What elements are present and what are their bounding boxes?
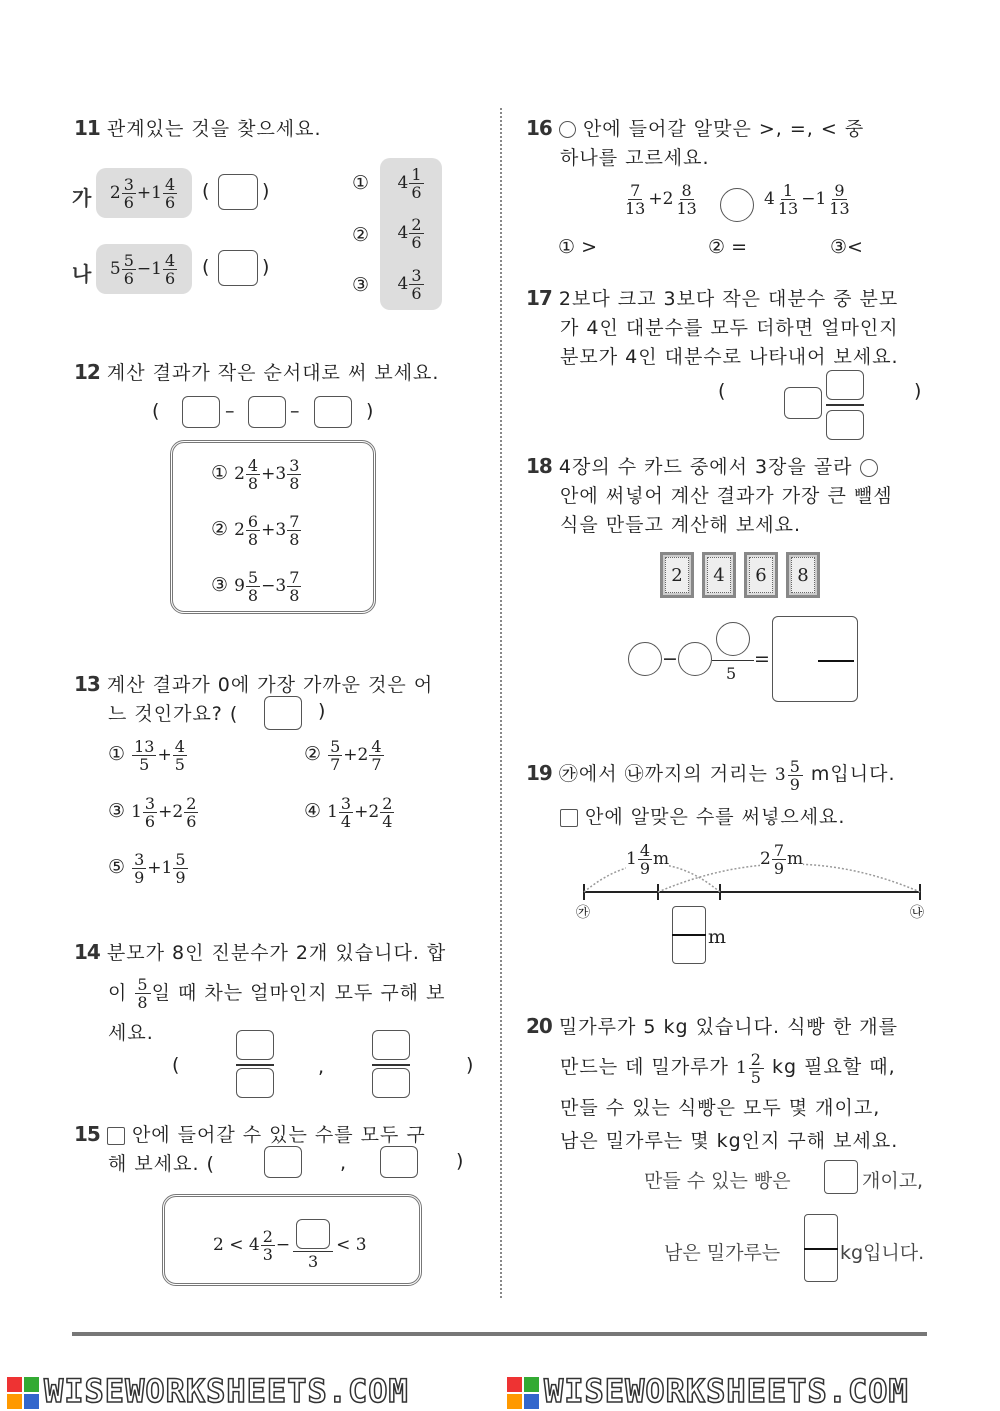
segment-2-label: 2 $\frac{7}{9}$ m bbox=[760, 841, 804, 878]
answer-1-suffix: 개이고, bbox=[862, 1170, 924, 1192]
choice-2[interactable]: ② = bbox=[708, 236, 747, 258]
question-12: 12 계산 결과가 작은 순서대로 써 보세요. bbox=[74, 360, 440, 384]
watermark-right: WISEWORKSHEETS.COM bbox=[506, 1372, 909, 1410]
result-box[interactable] bbox=[772, 616, 858, 702]
column-divider bbox=[500, 108, 502, 1298]
choice-1[interactable]: ① > bbox=[558, 236, 597, 258]
option-mark: ① bbox=[352, 172, 370, 194]
answer-2-prefix: 남은 밀가루는 bbox=[664, 1242, 781, 1264]
answer-whole[interactable] bbox=[784, 387, 822, 419]
question-13: 13 계산 결과가 0에 가장 가까운 것은 어 느 것인가요? ( bbox=[74, 672, 434, 725]
expression-ga: 2 $\frac{3}{6}$ +1 $\frac{4}{6}$ bbox=[96, 168, 192, 218]
bread-count-box[interactable] bbox=[824, 1160, 858, 1194]
answer-box[interactable] bbox=[264, 696, 302, 730]
answer-box-na[interactable] bbox=[218, 250, 258, 286]
blank-circle-2[interactable] bbox=[678, 642, 712, 676]
number-card[interactable]: 2 bbox=[660, 552, 694, 598]
number-card[interactable]: 6 bbox=[744, 552, 778, 598]
options-box: ① 2 $\frac{4}{8}$ +3 $\frac{3}{8}$ ② 2 $\frac{6}{8}$ +3 $\frac{7}{8}$ ③ 9 $\frac{5}{8}$ −3 $\frac{7}{8}$ bbox=[170, 440, 376, 614]
wise-logo-icon bbox=[506, 1376, 540, 1410]
answer-denominator[interactable] bbox=[826, 410, 864, 440]
question-20: 20 밀가루가 5 kg 있습니다. 식빵 한 개를 만드는 데 밀가루가 1 $\frac{2}{5}$ kg 필요할 때, 만들 수 있는 식빵은 모두 몇 개이고, 남은 밀가루는 몇 kg인지 구해 보세요. bbox=[526, 1014, 899, 1152]
answer-2-denominator[interactable] bbox=[372, 1068, 410, 1098]
question-16: 16 안에 들어갈 알맞은 >, =, < 중 하나를 고르세요. bbox=[526, 116, 865, 169]
watermark-left: WISEWORKSHEETS.COM bbox=[6, 1372, 409, 1410]
question-text: 관계있는 것을 찾으세요. bbox=[106, 118, 322, 140]
wise-logo-icon bbox=[6, 1376, 40, 1410]
expression-na: 5 $\frac{5}{6}$ −1 $\frac{4}{6}$ bbox=[96, 244, 192, 294]
expression-right: 4 $\frac{1}{13}$ −1 $\frac{9}{13}$ bbox=[764, 181, 850, 218]
answer-1-prefix: 만들 수 있는 빵은 bbox=[644, 1170, 791, 1192]
label-ga: 가 bbox=[72, 186, 91, 210]
question-19: 19 ㉮에서 ㉯까지의 거리는 3 $\frac{5}{9}$ m입니다. 안에 알맞은 수를 써넣으세요. bbox=[526, 757, 896, 828]
number-card[interactable]: 4 bbox=[702, 552, 736, 598]
expression-left: $\frac{7}{13}$ +2 $\frac{8}{13}$ bbox=[625, 181, 697, 218]
number-card[interactable]: 8 bbox=[786, 552, 820, 598]
options-column: 4 $\frac{1}{6}$ 4 $\frac{2}{6}$ 4 $\frac{3}{6}$ bbox=[380, 158, 442, 310]
inequality-box: 2 < 4 $\frac{2}{3}$ − 3 < 3 bbox=[162, 1194, 422, 1286]
answer-box-ga[interactable] bbox=[218, 174, 258, 210]
question-11 bbox=[74, 114, 322, 144]
choice-3[interactable]: ③< bbox=[830, 236, 863, 258]
question-15: 15 안에 들어갈 수 있는 수를 모두 구 해 보세요. ( bbox=[74, 1122, 426, 1175]
label-na: 나 bbox=[72, 262, 91, 286]
start-label: ㉮ bbox=[576, 905, 590, 921]
order-box-1[interactable] bbox=[182, 396, 220, 428]
answer-2-numerator[interactable] bbox=[372, 1030, 410, 1060]
compare-circle[interactable] bbox=[720, 188, 754, 222]
question-14: 14 분모가 8인 진분수가 2개 있습니다. 합 이 $\frac{5}{8}$ 일 때 차는 얼마인지 모두 구해 보 세요. bbox=[74, 940, 447, 1044]
answer-1-denominator[interactable] bbox=[236, 1068, 274, 1098]
option-mark: ② bbox=[352, 224, 370, 246]
order-box-3[interactable] bbox=[314, 396, 352, 428]
blank-circle-3[interactable] bbox=[716, 622, 750, 656]
blank-numerator[interactable] bbox=[296, 1219, 330, 1249]
answer-2-suffix: kg입니다. bbox=[840, 1242, 925, 1264]
segment-1-label: 1 $\frac{4}{9}$ m bbox=[626, 841, 670, 878]
blank-circle-1[interactable] bbox=[628, 642, 662, 676]
question-18: 18 4장의 수 카드 중에서 3장을 골라 안에 써넣어 계산 결과가 가장 큰 뺄셈 식을 만들고 계산해 보세요. bbox=[526, 454, 893, 536]
answer-1-numerator[interactable] bbox=[236, 1030, 274, 1060]
order-box-2[interactable] bbox=[248, 396, 286, 428]
question-number: 11 bbox=[74, 116, 100, 140]
question-17: 17 2보다 크고 3보다 작은 대분수 중 분모 가 4인 대분수를 모두 더하면 얼마인지 분모가 4인 대분수로 나타내어 보세요. bbox=[526, 286, 899, 368]
option-mark: ③ bbox=[352, 274, 370, 296]
answer-numerator[interactable] bbox=[826, 370, 864, 400]
answer-box-2[interactable] bbox=[380, 1146, 418, 1178]
footer-rule bbox=[72, 1332, 927, 1336]
end-label: ㉯ bbox=[910, 905, 924, 921]
distance-diagram bbox=[570, 840, 930, 930]
answer-box-1[interactable] bbox=[264, 1146, 302, 1178]
